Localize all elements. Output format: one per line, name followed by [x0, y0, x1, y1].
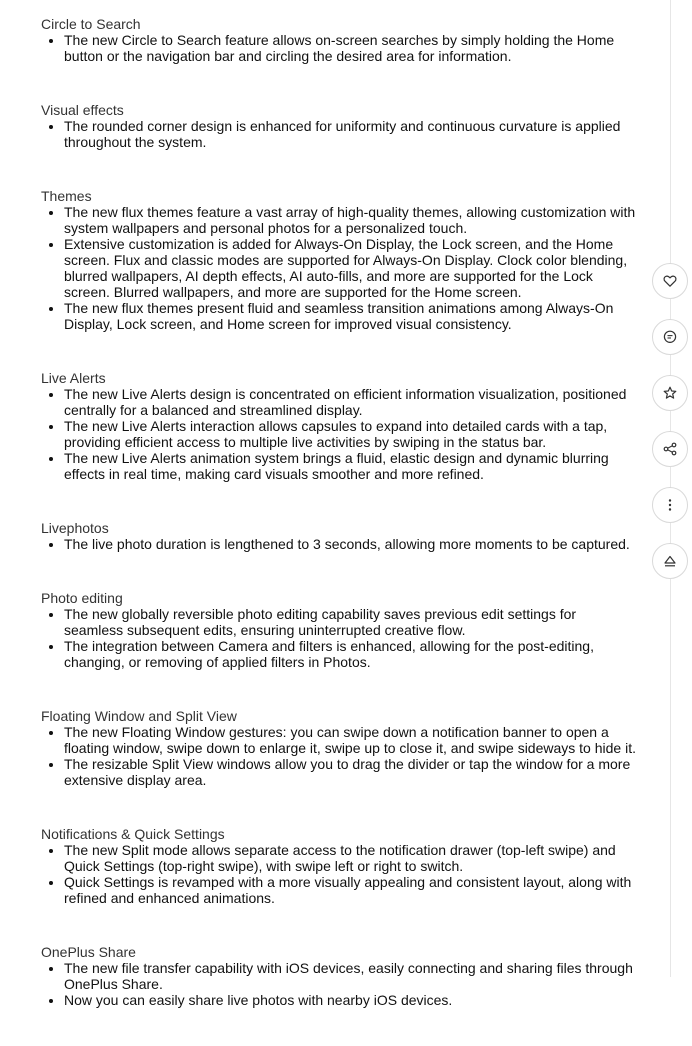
share-button[interactable] — [652, 431, 688, 467]
feature-list — [41, 724, 639, 788]
feature-item: • The new Live Alerts animation system brings a fluid, elastic design and dynamic blurring effects in real time, making card visuals smoother and more refined. — [64, 450, 639, 482]
feature-item: • The new flux themes feature a vast array of high-quality themes, allowing customization with system wallpapers and personal photos for a personalized touch. — [64, 204, 639, 236]
section-title: Floating Window and Split View — [41, 708, 237, 724]
eject-icon — [663, 554, 677, 568]
scroll-top-button[interactable] — [652, 543, 688, 579]
feature-item: • Now you can easily share live photos with nearby iOS devices. — [64, 992, 639, 1008]
feature-list — [41, 536, 639, 552]
section — [41, 826, 639, 906]
feature-list — [41, 960, 639, 1008]
section-title: Live Alerts — [41, 370, 106, 386]
feature-list — [41, 606, 639, 670]
feature-item: • Extensive customization is added for Always-On Display, the Lock screen, and the Home screen. Flux and classic modes are supported for Always-On Display. Clock color blending, blurred wallpapers, AI depth effects, AI auto-fills, and more are supported for the Lock screen. Blurred wallpapers, and more are supported for the Home screen. — [64, 236, 639, 300]
feature-list — [41, 386, 639, 482]
feature-item: • The new Live Alerts design is concentrated on efficient information visualization, positioned centrally for a balanced and streamlined display. — [64, 386, 639, 418]
section-title: Themes — [41, 188, 92, 204]
star-icon — [663, 386, 677, 400]
favorite-button[interactable] — [652, 375, 688, 411]
feature-item: • The new flux themes present fluid and seamless transition animations among Always-On Display, Lock screen, and Home screen for improved visual consistency. — [64, 300, 639, 332]
feature-item: • The new globally reversible photo editing capability saves previous edit settings for seamless subsequent edits, ensuring uninterrupted creative flow. — [64, 606, 639, 638]
section — [41, 16, 639, 64]
more-icon — [663, 498, 677, 512]
heart-icon — [663, 274, 677, 288]
comment-icon — [663, 330, 677, 344]
feature-list — [41, 32, 639, 64]
feature-item: • The new Floating Window gestures: you can swipe down a notification banner to open a floating window, swipe down to enlarge it, swipe up to close it, and swipe sideways to hide it. — [64, 724, 639, 756]
feature-item: • The resizable Split View windows allow you to drag the divider or tap the window for a more extensive display area. — [64, 756, 639, 788]
floating-action-bar — [652, 263, 692, 599]
section — [41, 590, 639, 670]
section-title: Circle to Search — [41, 16, 141, 32]
more-options-button[interactable] — [652, 487, 688, 523]
section — [41, 944, 639, 1008]
feature-item: • Quick Settings is revamped with a more visually appealing and consistent layout, along with refined and enhanced animations. — [64, 874, 639, 906]
section — [41, 708, 639, 788]
feature-item: • The new Split mode allows separate access to the notification drawer (top-left swipe) and Quick Settings (top-right swipe), with swipe left or right to switch. — [64, 842, 639, 874]
feature-item: • The rounded corner design is enhanced for uniformity and continuous curvature is applied throughout the system. — [64, 118, 639, 150]
section-title: Photo editing — [41, 590, 123, 606]
feature-list — [41, 118, 639, 150]
section-title: Visual effects — [41, 102, 124, 118]
feature-item: • The integration between Camera and filters is enhanced, allowing for the post-editing, changing, or removing of applied filters in Photos. — [64, 638, 639, 670]
like-button[interactable] — [652, 263, 688, 299]
section — [41, 370, 639, 482]
comment-button[interactable] — [652, 319, 688, 355]
section — [41, 520, 639, 552]
section-title: OnePlus Share — [41, 944, 136, 960]
feature-item: • The new file transfer capability with iOS devices, easily connecting and sharing files through OnePlus Share. — [64, 960, 639, 992]
feature-item: • The live photo duration is lengthened to 3 seconds, allowing more moments to be captured. — [64, 536, 639, 552]
feature-item: • The new Circle to Search feature allows on-screen searches by simply holding the Home button or the navigation bar and circling the desired area for information. — [64, 32, 639, 64]
section — [41, 188, 639, 332]
feature-item: • The new Live Alerts interaction allows capsules to expand into detailed cards with a tap, providing efficient access to multiple live activities by swiping in the status bar. — [64, 418, 639, 450]
share-icon — [663, 442, 677, 456]
section-title: Notifications & Quick Settings — [41, 826, 225, 842]
feature-list — [41, 842, 639, 906]
section-title: Livephotos — [41, 520, 109, 536]
section — [41, 102, 639, 150]
changelog-content — [41, 16, 639, 1046]
feature-list — [41, 204, 639, 332]
